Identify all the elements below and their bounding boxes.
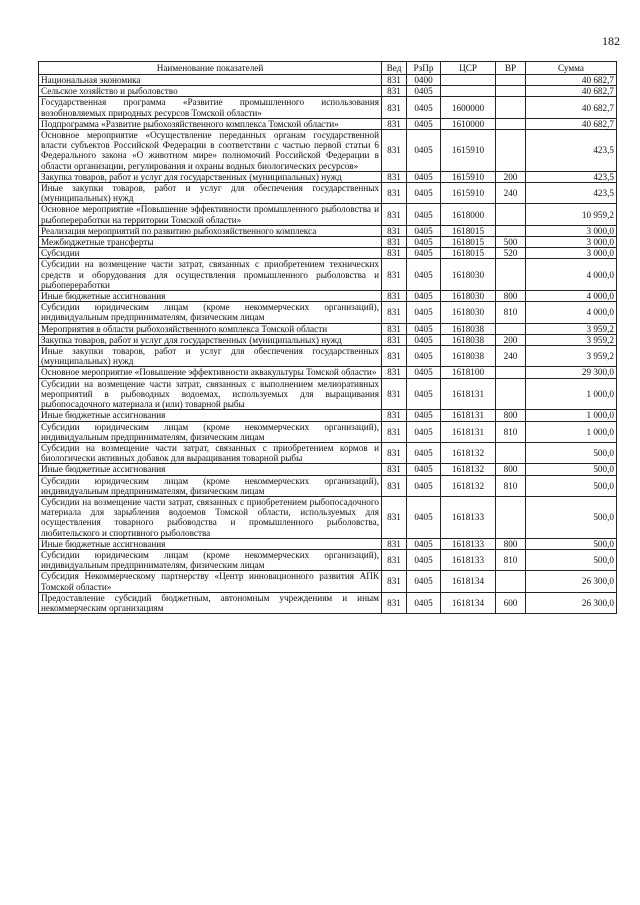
cell-ved: 831 bbox=[382, 259, 407, 291]
cell-rzpr: 0400 bbox=[407, 75, 441, 86]
cell-name: Иные бюджетные ассигнования bbox=[39, 291, 382, 302]
cell-ved: 831 bbox=[382, 225, 407, 236]
cell-rzpr: 0405 bbox=[407, 183, 441, 204]
cell-sum: 3 959,2 bbox=[526, 334, 617, 345]
cell-vr bbox=[496, 118, 526, 129]
table-row bbox=[39, 592, 617, 613]
cell-ved: 831 bbox=[382, 549, 407, 570]
cell-vr: 240 bbox=[496, 183, 526, 204]
cell-sum: 1 000,0 bbox=[526, 378, 617, 410]
cell-ved: 831 bbox=[382, 571, 407, 592]
cell-csr: 1618015 bbox=[441, 237, 496, 248]
cell-rzpr: 0405 bbox=[407, 496, 441, 538]
table-row bbox=[39, 248, 617, 259]
cell-vr bbox=[496, 571, 526, 592]
cell-ved: 831 bbox=[382, 475, 407, 496]
cell-ved: 831 bbox=[382, 118, 407, 129]
table-row bbox=[39, 549, 617, 570]
cell-rzpr: 0405 bbox=[407, 592, 441, 613]
cell-rzpr: 0405 bbox=[407, 475, 441, 496]
cell-rzpr: 0405 bbox=[407, 378, 441, 410]
cell-rzpr: 0405 bbox=[407, 367, 441, 378]
cell-vr bbox=[496, 97, 526, 118]
table-header-row bbox=[39, 62, 617, 75]
cell-name: Межбюджетные трансферты bbox=[39, 237, 382, 248]
cell-sum: 500,0 bbox=[526, 538, 617, 549]
cell-sum: 3 000,0 bbox=[526, 248, 617, 259]
cell-vr: 600 bbox=[496, 592, 526, 613]
cell-csr: 1618131 bbox=[441, 378, 496, 410]
cell-vr bbox=[496, 442, 526, 463]
cell-vr bbox=[496, 86, 526, 97]
cell-ved: 831 bbox=[382, 171, 407, 182]
cell-csr: 1618038 bbox=[441, 334, 496, 345]
cell-vr: 810 bbox=[496, 302, 526, 323]
cell-name: Субсидии на возмещение части затрат, связанных с приобретением рыбопосадочного материала для зарыбления водоемов Томской области, используемых для осуществления товарного рыбоводства и промышленного рыболовства, любительского и спортивного рыболовства bbox=[39, 496, 382, 538]
cell-name: Национальная экономика bbox=[39, 75, 382, 86]
cell-sum: 500,0 bbox=[526, 464, 617, 475]
cell-vr bbox=[496, 496, 526, 538]
cell-csr: 1618134 bbox=[441, 592, 496, 613]
cell-name: Подпрограмма «Развитие рыбохозяйственного комплекса Томской области» bbox=[39, 118, 382, 129]
cell-ved: 831 bbox=[382, 183, 407, 204]
cell-vr bbox=[496, 367, 526, 378]
table-row bbox=[39, 378, 617, 410]
cell-rzpr: 0405 bbox=[407, 410, 441, 421]
table-row bbox=[39, 334, 617, 345]
cell-ved: 831 bbox=[382, 442, 407, 463]
table-row bbox=[39, 475, 617, 496]
cell-sum: 3 000,0 bbox=[526, 237, 617, 248]
cell-sum: 500,0 bbox=[526, 549, 617, 570]
cell-ved: 831 bbox=[382, 410, 407, 421]
cell-vr: 200 bbox=[496, 334, 526, 345]
cell-vr: 800 bbox=[496, 464, 526, 475]
cell-sum: 26 300,0 bbox=[526, 571, 617, 592]
cell-sum: 500,0 bbox=[526, 496, 617, 538]
cell-name: Закупка товаров, работ и услуг для государственных (муниципальных) нужд bbox=[39, 171, 382, 182]
cell-rzpr: 0405 bbox=[407, 118, 441, 129]
cell-sum: 26 300,0 bbox=[526, 592, 617, 613]
table-row bbox=[39, 410, 617, 421]
cell-ved: 831 bbox=[382, 204, 407, 225]
cell-sum: 500,0 bbox=[526, 475, 617, 496]
cell-name: Иные бюджетные ассигнования bbox=[39, 538, 382, 549]
table-row bbox=[39, 421, 617, 442]
table-row bbox=[39, 225, 617, 236]
cell-vr: 810 bbox=[496, 475, 526, 496]
cell-sum: 29 300,0 bbox=[526, 367, 617, 378]
cell-vr bbox=[496, 204, 526, 225]
cell-name: Субсидии юридическим лицам (кроме некоммерческих организаций), индивидуальным предпринимателям, физическим лицам bbox=[39, 549, 382, 570]
cell-name: Субсидии bbox=[39, 248, 382, 259]
cell-ved: 831 bbox=[382, 302, 407, 323]
cell-vr: 240 bbox=[496, 346, 526, 367]
cell-vr bbox=[496, 225, 526, 236]
cell-rzpr: 0405 bbox=[407, 334, 441, 345]
table-row bbox=[39, 259, 617, 291]
budget-table bbox=[38, 61, 617, 614]
cell-ved: 831 bbox=[382, 592, 407, 613]
header-vr: ВР bbox=[496, 62, 526, 75]
table-row bbox=[39, 571, 617, 592]
cell-rzpr: 0405 bbox=[407, 225, 441, 236]
cell-ved: 831 bbox=[382, 248, 407, 259]
cell-sum: 40 682,7 bbox=[526, 97, 617, 118]
cell-csr: 1600000 bbox=[441, 97, 496, 118]
cell-rzpr: 0405 bbox=[407, 549, 441, 570]
table-row bbox=[39, 237, 617, 248]
cell-vr bbox=[496, 378, 526, 410]
cell-csr: 1618131 bbox=[441, 421, 496, 442]
cell-vr: 810 bbox=[496, 421, 526, 442]
table-row bbox=[39, 538, 617, 549]
cell-sum: 4 000,0 bbox=[526, 291, 617, 302]
cell-csr: 1615910 bbox=[441, 183, 496, 204]
table-row bbox=[39, 75, 617, 86]
cell-ved: 831 bbox=[382, 367, 407, 378]
table-row bbox=[39, 302, 617, 323]
cell-sum: 423,5 bbox=[526, 130, 617, 172]
header-sum: Сумма bbox=[526, 62, 617, 75]
table-row bbox=[39, 367, 617, 378]
cell-rzpr: 0405 bbox=[407, 237, 441, 248]
cell-vr: 800 bbox=[496, 538, 526, 549]
cell-sum: 3 959,2 bbox=[526, 323, 617, 334]
cell-name: Основное мероприятие «Повышение эффективности аквакультуры Томской области» bbox=[39, 367, 382, 378]
cell-csr: 1618133 bbox=[441, 496, 496, 538]
page-number: 182 bbox=[602, 34, 620, 48]
cell-csr: 1618132 bbox=[441, 475, 496, 496]
cell-vr: 800 bbox=[496, 410, 526, 421]
header-ved: Вед bbox=[382, 62, 407, 75]
cell-sum: 40 682,7 bbox=[526, 118, 617, 129]
table-row bbox=[39, 323, 617, 334]
cell-ved: 831 bbox=[382, 291, 407, 302]
cell-ved: 831 bbox=[382, 86, 407, 97]
table-row bbox=[39, 130, 617, 172]
cell-ved: 831 bbox=[382, 97, 407, 118]
cell-rzpr: 0405 bbox=[407, 248, 441, 259]
table-row bbox=[39, 346, 617, 367]
cell-csr bbox=[441, 86, 496, 97]
cell-ved: 831 bbox=[382, 346, 407, 367]
cell-name: Иные бюджетные ассигнования bbox=[39, 464, 382, 475]
cell-name: Иные бюджетные ассигнования bbox=[39, 410, 382, 421]
cell-ved: 831 bbox=[382, 323, 407, 334]
cell-name: Субсидии на возмещение части затрат, связанных с приобретением кормов и биологически активных добавок для выращивания товарной рыбы bbox=[39, 442, 382, 463]
cell-vr bbox=[496, 259, 526, 291]
cell-name: Мероприятия в области рыбохозяйственного комплекса Томской области bbox=[39, 323, 382, 334]
cell-rzpr: 0405 bbox=[407, 421, 441, 442]
cell-sum: 40 682,7 bbox=[526, 86, 617, 97]
cell-rzpr: 0405 bbox=[407, 571, 441, 592]
header-name: Наименование показателей bbox=[39, 62, 382, 75]
table-row bbox=[39, 291, 617, 302]
cell-csr: 1618015 bbox=[441, 248, 496, 259]
table-row bbox=[39, 464, 617, 475]
cell-csr: 1618038 bbox=[441, 323, 496, 334]
cell-rzpr: 0405 bbox=[407, 346, 441, 367]
table-row bbox=[39, 118, 617, 129]
cell-ved: 831 bbox=[382, 378, 407, 410]
cell-name: Субсидии на возмещение части затрат, связанных с выполнением мелиоративных мероприятий в рыбоводных водоемах, используемых для выращивания рыбопосадочного материала и (или) товарной рыбы bbox=[39, 378, 382, 410]
cell-name: Иные закупки товаров, работ и услуг для обеспечения государственных (муниципальных) нужд bbox=[39, 346, 382, 367]
cell-vr: 810 bbox=[496, 549, 526, 570]
cell-csr: 1618133 bbox=[441, 538, 496, 549]
cell-name: Субсидии юридическим лицам (кроме некоммерческих организаций), индивидуальным предпринимателям, физическим лицам bbox=[39, 421, 382, 442]
cell-ved: 831 bbox=[382, 334, 407, 345]
table-body bbox=[39, 75, 617, 614]
cell-ved: 831 bbox=[382, 75, 407, 86]
cell-ved: 831 bbox=[382, 130, 407, 172]
cell-rzpr: 0405 bbox=[407, 86, 441, 97]
cell-vr: 200 bbox=[496, 171, 526, 182]
cell-sum: 10 959,2 bbox=[526, 204, 617, 225]
cell-csr: 1618132 bbox=[441, 442, 496, 463]
cell-rzpr: 0405 bbox=[407, 259, 441, 291]
table-row bbox=[39, 442, 617, 463]
cell-vr: 800 bbox=[496, 291, 526, 302]
header-csr: ЦСР bbox=[441, 62, 496, 75]
table-row bbox=[39, 204, 617, 225]
cell-csr: 1618134 bbox=[441, 571, 496, 592]
cell-name: Сельское хозяйство и рыболовство bbox=[39, 86, 382, 97]
cell-ved: 831 bbox=[382, 421, 407, 442]
table-row bbox=[39, 97, 617, 118]
cell-csr: 1618100 bbox=[441, 367, 496, 378]
table-row bbox=[39, 183, 617, 204]
cell-name: Основное мероприятие «Повышение эффективности промышленного рыболовства и рыбопереработки на территории Томской области» bbox=[39, 204, 382, 225]
cell-vr: 520 bbox=[496, 248, 526, 259]
cell-name: Закупка товаров, работ и услуг для государственных (муниципальных) нужд bbox=[39, 334, 382, 345]
cell-csr: 1618038 bbox=[441, 346, 496, 367]
cell-ved: 831 bbox=[382, 237, 407, 248]
cell-rzpr: 0405 bbox=[407, 291, 441, 302]
cell-vr: 500 bbox=[496, 237, 526, 248]
cell-rzpr: 0405 bbox=[407, 464, 441, 475]
cell-ved: 831 bbox=[382, 464, 407, 475]
cell-name: Субсидии юридическим лицам (кроме некоммерческих организаций), индивидуальным предпринимателям, физическим лицам bbox=[39, 302, 382, 323]
cell-name: Субсидии на возмещение части затрат, связанных с приобретением технических средств и оборудования для осуществления промышленного рыболовства и рыбопереработки bbox=[39, 259, 382, 291]
cell-sum: 1 000,0 bbox=[526, 421, 617, 442]
cell-csr: 1618030 bbox=[441, 259, 496, 291]
cell-name: Субсидии юридическим лицам (кроме некоммерческих организаций), индивидуальным предпринимателям, физическим лицам bbox=[39, 475, 382, 496]
cell-rzpr: 0405 bbox=[407, 97, 441, 118]
cell-name: Предоставление субсидий бюджетным, автономным учреждениям и иным некоммерческим организациям bbox=[39, 592, 382, 613]
table-row bbox=[39, 86, 617, 97]
cell-sum: 4 000,0 bbox=[526, 302, 617, 323]
cell-rzpr: 0405 bbox=[407, 442, 441, 463]
cell-sum: 423,5 bbox=[526, 171, 617, 182]
cell-csr: 1618030 bbox=[441, 291, 496, 302]
cell-rzpr: 0405 bbox=[407, 323, 441, 334]
cell-sum: 3 000,0 bbox=[526, 225, 617, 236]
cell-rzpr: 0405 bbox=[407, 204, 441, 225]
cell-ved: 831 bbox=[382, 538, 407, 549]
cell-csr: 1615910 bbox=[441, 171, 496, 182]
cell-name: Государственная программа «Развитие промышленного использования возобновляемых природных ресурсов Томской области» bbox=[39, 97, 382, 118]
cell-rzpr: 0405 bbox=[407, 171, 441, 182]
cell-sum: 3 959,2 bbox=[526, 346, 617, 367]
table-row bbox=[39, 171, 617, 182]
table-row bbox=[39, 496, 617, 538]
cell-name: Иные закупки товаров, работ и услуг для обеспечения государственных (муниципальных) нужд bbox=[39, 183, 382, 204]
cell-vr bbox=[496, 323, 526, 334]
cell-rzpr: 0405 bbox=[407, 130, 441, 172]
cell-sum: 4 000,0 bbox=[526, 259, 617, 291]
cell-rzpr: 0405 bbox=[407, 538, 441, 549]
cell-vr bbox=[496, 75, 526, 86]
cell-sum: 500,0 bbox=[526, 442, 617, 463]
cell-csr: 1618015 bbox=[441, 225, 496, 236]
cell-sum: 40 682,7 bbox=[526, 75, 617, 86]
cell-vr bbox=[496, 130, 526, 172]
cell-sum: 423,5 bbox=[526, 183, 617, 204]
cell-csr bbox=[441, 75, 496, 86]
cell-csr: 1618131 bbox=[441, 410, 496, 421]
cell-csr: 1610000 bbox=[441, 118, 496, 129]
cell-rzpr: 0405 bbox=[407, 302, 441, 323]
cell-ved: 831 bbox=[382, 496, 407, 538]
cell-name: Основное мероприятие «Осуществление переданных органам государственной власти субъектов Российской Федерации в соответствии с частью первой статьи 6 Федерального закона «О животном мире» полномочий Российской Федерации в области организации, регулирования и охраны водных биологических ресурсов» bbox=[39, 130, 382, 172]
cell-csr: 1618000 bbox=[441, 204, 496, 225]
cell-csr: 1618133 bbox=[441, 549, 496, 570]
cell-sum: 1 000,0 bbox=[526, 410, 617, 421]
cell-name: Субсидия Некоммерческому партнерству «Центр инновационного развития АПК Томской области» bbox=[39, 571, 382, 592]
header-rzpr: РзПр bbox=[407, 62, 441, 75]
cell-csr: 1618030 bbox=[441, 302, 496, 323]
cell-name: Реализация мероприятий по развитию рыбохозяйственного комплекса bbox=[39, 225, 382, 236]
cell-csr: 1615910 bbox=[441, 130, 496, 172]
cell-csr: 1618132 bbox=[441, 464, 496, 475]
